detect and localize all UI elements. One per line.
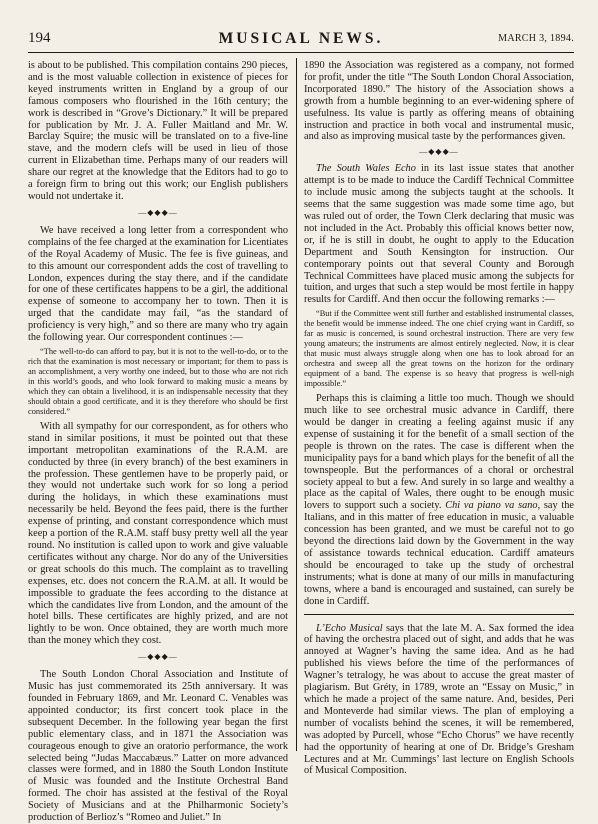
page-number: 194 xyxy=(28,30,51,46)
italian-proverb: Chi va piano va sano xyxy=(445,500,538,512)
left-column xyxy=(28,60,288,824)
page-header xyxy=(28,30,574,48)
article-paragraph: is about to be published. This compilation contains 290 pieces, and is the most valuable collection in existence of pieces for keyed instruments written in England by a group of our famous composers who flourished in the 16th century; the work is described in “Grove’s Dictionary.” It will be prepared for publication by Mr. J. A. Fuller Maitland and Mr. W. Barclay Squire; the music will be translated on to a five-line stave, and the modern clefs will be used in lieu of those current in Elizabethan time. Perhaps many of our readers will share our regret at the knowledge that the Editors had to go to a foreign firm to bring out this work; our English publishers would not undertake it. xyxy=(28,60,288,202)
article-paragraph: The South Wales Echo in its last issue states that another attempt is to be made to induce the Cardiff Technical Committee to include music among the subjects taught at the schools. It seems that the same suggestion was made some time ago, but was ruled out of order, the Town Clerk declaring that music was not included in the Act. Probably this official knows better now, or, if he is still in doubt, he ought to apply to the Education Department and South Kensington for instruction. Our contemporary points out that several County and Borough Technical Committees have placed music among the subjects for tuition, and urges that such a step would be most fertile in happy results for Cardiff. And then occur the following remarks :— xyxy=(304,163,575,306)
right-column xyxy=(304,60,574,777)
column-divider xyxy=(296,58,297,751)
publication-title: L’Echo Musical xyxy=(316,622,383,634)
issue-date: MARCH 3, 1894. xyxy=(498,33,574,44)
block-quote: “The well-to-do can afford to pay, but it is not to the well-to-do, or to the rich that the examination is most necessary or important; for them to pass is an accomplishment, a very worthy one indeed, but to those who are not rich in this world’s goods, and who look forward to making music a means by which they can obtain a livelihood, it is an indispensable necessity that they should obtain a good certificate, and it is they therefore who should be first considered.” xyxy=(28,346,288,416)
article-paragraph: We have received a long letter from a correspondent who complains of the fee charged at the examination for Licentiates of the Royal Academy of Music. The fee is five guineas, and to this amount our correspondent adds the cost of travelling to London, expences during the stay there, and if the candidate for one of these certificates happens to be a girl, the additional expense of someone to accompany her to town. Then it is urged that the candidate may fail, “as the standard of proficiency is very high,” and so there are many who try again the following year. Our correspondent continues :— xyxy=(28,224,288,344)
publication-title: The South Wales Echo xyxy=(316,163,416,175)
article-paragraph: Perhaps this is claiming a little too much. Though we should much like to see orchestral music advance in Cardiff, there would be danger in creating a feeling against music if any expense of sustaining it for the benefit of a small section of the people is thrown on the rates. The case is different when the municipality pays for a band which plays for the benefit of all the townspeople. But the performances of a choral or orchestral society appeal to but a few. And surely in so large and wealthy a place as the capital of Wales, there ought to be enough music lovers to support such a society. Chi va piano va sano, say the Italians, and in this matter of free education in music, a valuable concession has been granted, and we must be careful not to go beyond the directions laid down by the Government in the way of assistance towards technical education. Cardiff amateurs should be encouraged to take up the study of orchestral instruments; what is done at many of our mills in manufacturing towns, where a band is encouraged and sustained, can surely be done in Cardiff. xyxy=(304,393,574,607)
masthead-title: MUSICAL NEWS. xyxy=(218,30,384,47)
section-ornament: —◆◆◆— xyxy=(138,207,178,217)
block-quote: “But if the Committee went still further and established instrumental classes, the benefit would be immense indeed. The one chief crying want in Cardiff, so far as music is concerned, is sound orchestral instruction. There are very few young amateurs; the instruments are almost entirely neglected. Now, it is clear that music must always struggle along when one has to look abroad for an orchestra and sweep all the great towns on the horizon for the ordinary equipment of a band. The expense is so heavy that progress is well-nigh impossible.” xyxy=(304,309,574,389)
section-ornament: —◆◆◆— xyxy=(138,652,178,662)
section-rule xyxy=(304,614,574,615)
section-ornament: —◆◆◆— xyxy=(419,147,459,157)
article-paragraph: 1890 the Association was registered as a company, not formed for profit, under the title “The South London Choral Association, Incorporated 1890.” The history of the Association shows a growth from a humble beginning to an ever-widening sphere of usefulness. Its value is partly as offering means of obtaining instruction and practice in both vocal and instrumental music, and also as improving musical taste by the performances given. xyxy=(304,60,574,143)
article-paragraph: With all sympathy for our correspondent, as for others who stand in similar positions, it must be pointed out that these important metropolitan examinations of the R.A.M. are conducted by three (in every branch) of the best examiners in the profession. These gentlemen have to be properly paid, or they would not undertake such work for so long a period during the holidays, in which these examinations must necessarily be held. Beyond the fees paid, there is the further expense of printing, and constant correspondence which must keep a portion of the R.A.M. staff busy pretty well all the year round. No institution is called upon to work and give valuable certificates without any charge. Nor do any of the Universities or great schools do this much. The complaint as to travelling expenses, etc. does not concern the R.A.M. at all. It would be impossible to graduate the fees according to the distance at which the candidates live from London, and the amount of the hotel bills. These certificates are highly prized, and are not lightly to be won. Once obtained, they are worth much more than the money which they cost. xyxy=(28,420,288,647)
header-rule xyxy=(28,52,574,53)
article-paragraph: The South London Choral Association and Institute of Music has just commemorated its 25th anniversary. It was founded in February 1869, and Mr. Leonard C. Venables was appointed conductor; its first concert took place in the subsequent December. In the following year began the first public elementary class, and in 1871 the Association was courageous enough to give an oratorio performance, the work selected being “Judas Maccabæus.” Latter on more advanced classes were formed, and in 1880 the South London Institute of Music was founded and the Institute Orchestral Band formed. The choir has assisted at the festival of the Royal Society of Musicians and at the Philharmonic Society’s production of Berlioz’s “Romeo and Juliet.” In xyxy=(28,669,288,824)
article-paragraph: L’Echo Musical says that the late M. A. Sax formed the idea of having the orchestra placed out of sight, and adds that he was annoyed at Wagner’s having the same idea. And as he had published his views before the time of the performances of Wagner’s tetralogy, he was about to accuse the great master of plagiarism. But Gréty, in 1789, wrote an “Essay on Music,” in which he made a project of the same nature. And, besides, Peri and Monteverde had similar views. The plan of employing a number of vocalists behind the scenes, it will be remembered, was adopted by Purcell, whose “Echo Chorus” we have recently had the opportunity of hearing at one of Dr. Bridge’s Gresham Lectures and at Mr. Cummings’ last lecture on English Schools of Musical Composition. xyxy=(304,622,574,777)
